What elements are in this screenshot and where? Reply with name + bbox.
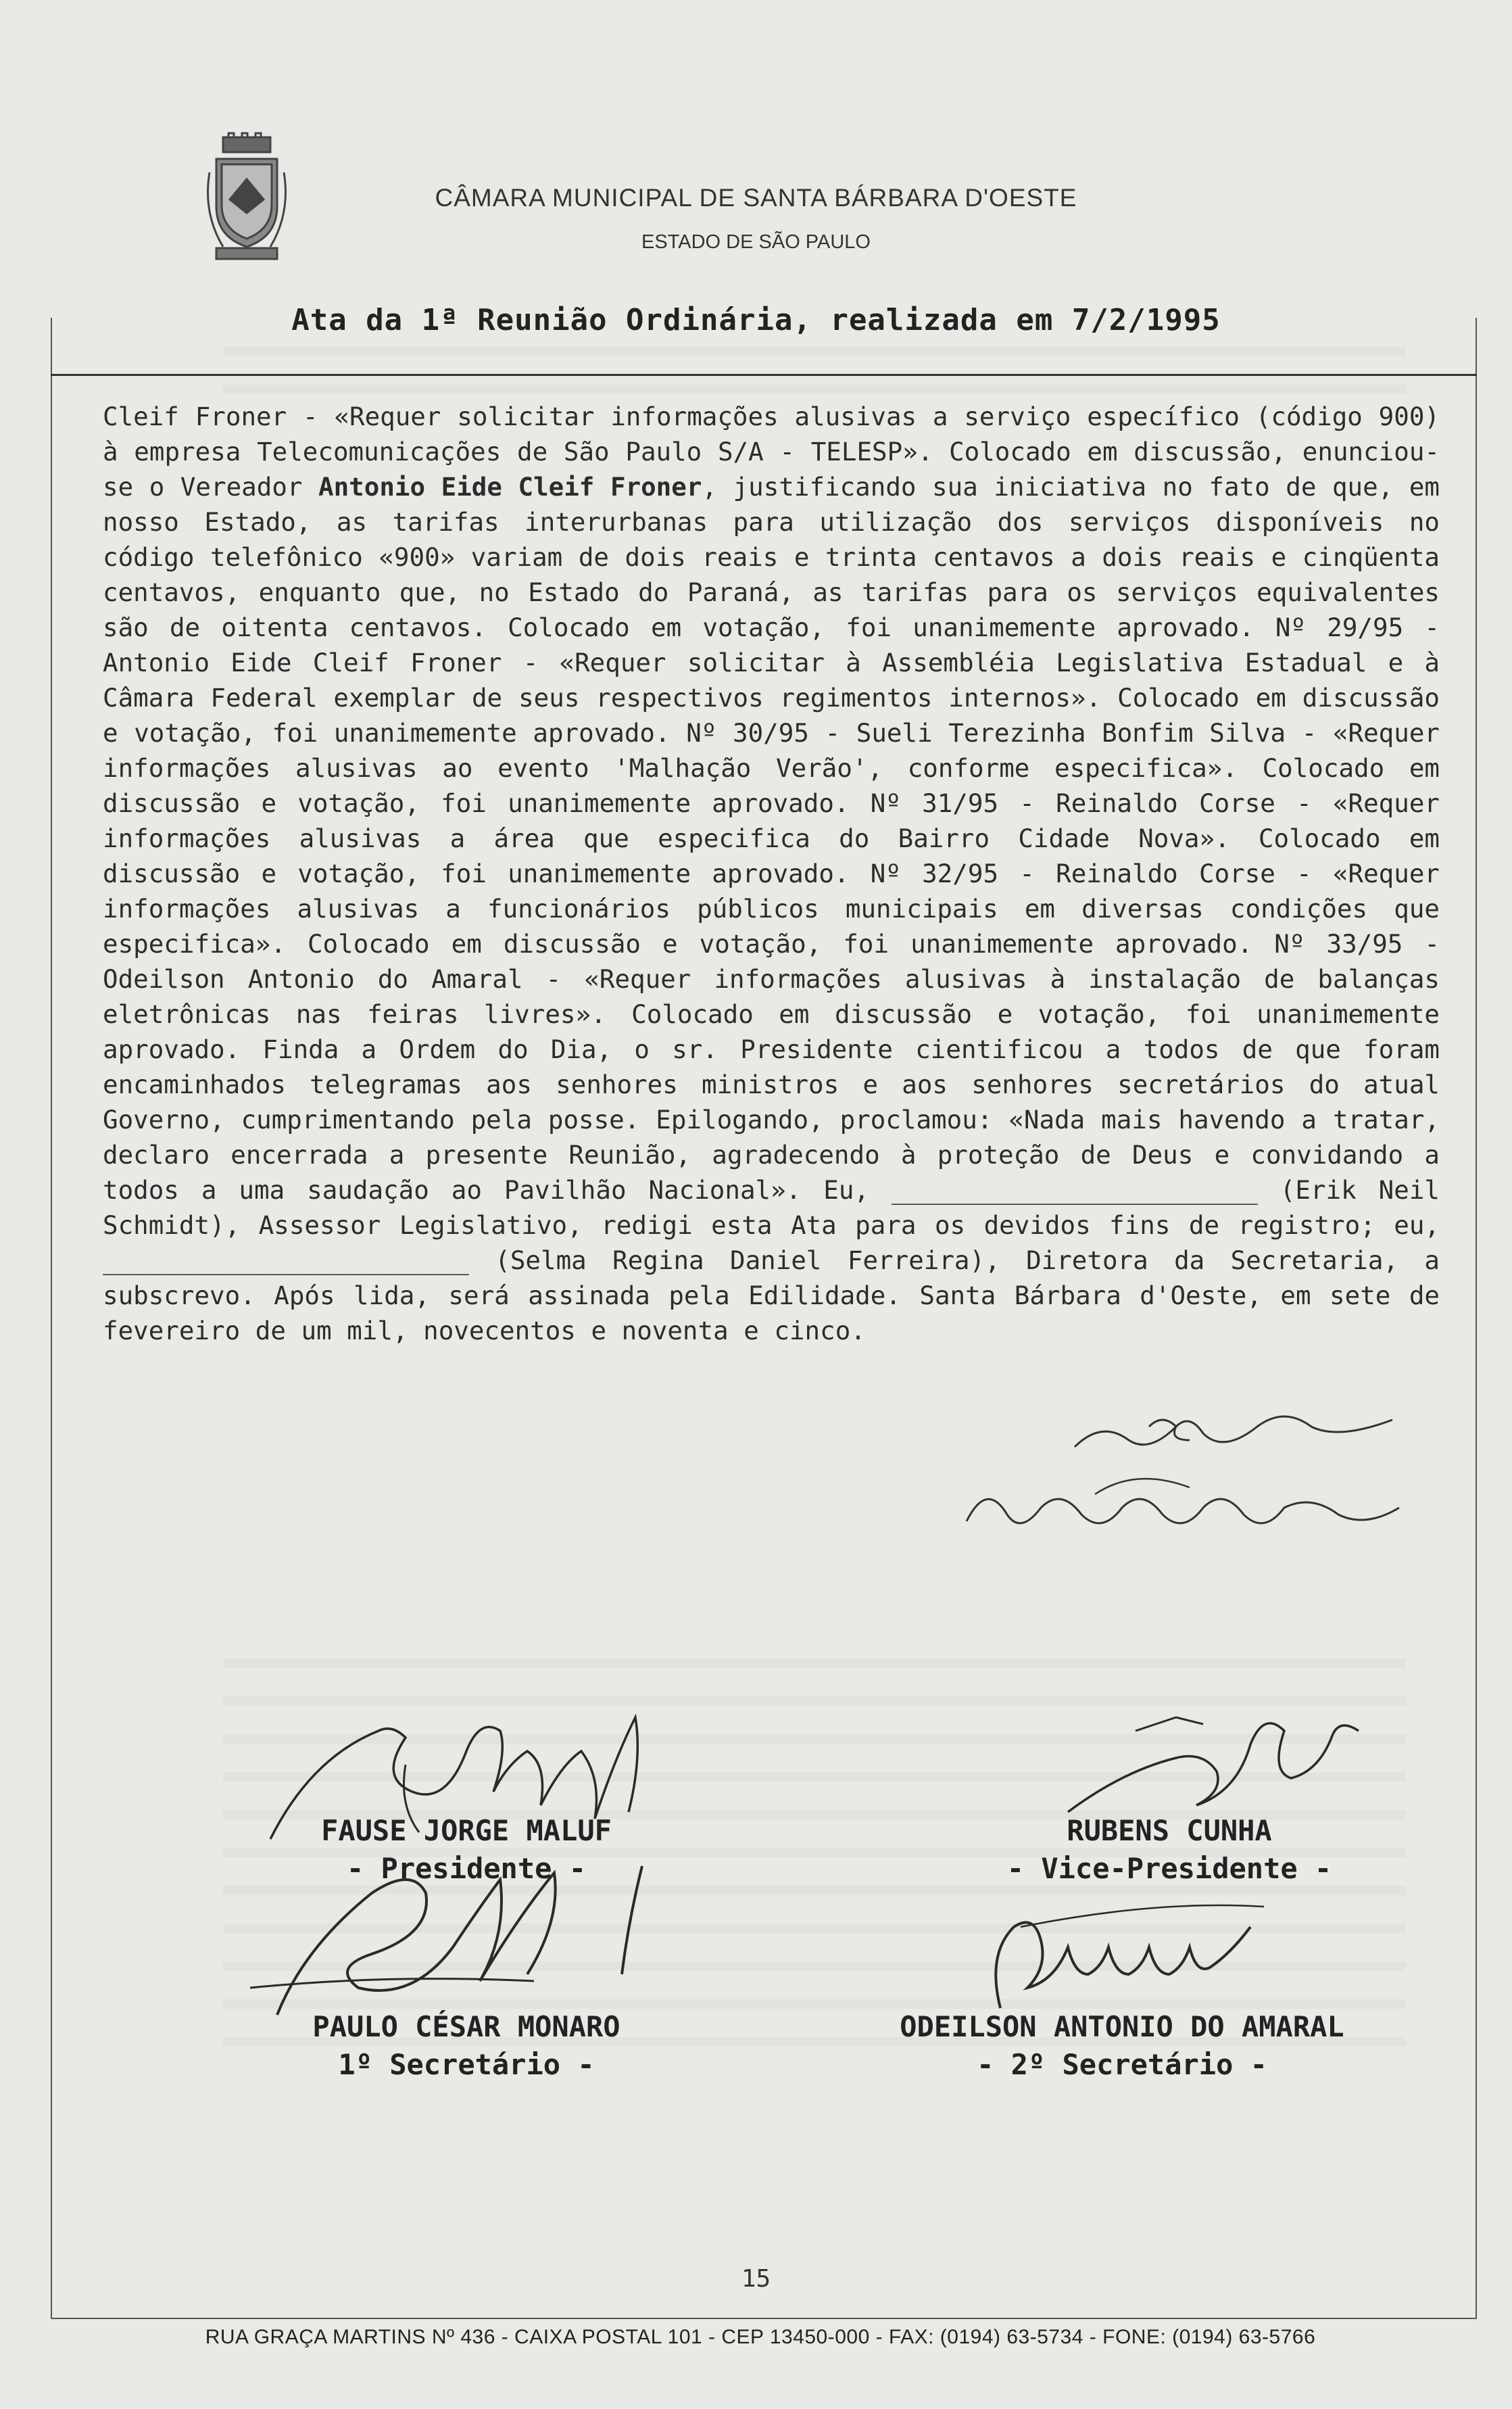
body-text-part1: Cleif Froner - «Requer solicitar informações alusivas a serviço específico (código 900) à empresa Telecomunicações de São Paulo S/A - TELESP». Colocado em discussão, enunciou-se o Vereador xyxy=(103,402,1440,502)
handwritten-signature-second-secretary xyxy=(973,1886,1291,2022)
signatory-role: - Vice-Presidente - xyxy=(1006,1852,1332,1885)
handwritten-signature-vice-president xyxy=(1054,1704,1379,1826)
organization-name: CÂMARA MUNICIPAL DE SANTA BÁRBARA D'OESTE xyxy=(435,184,1077,212)
page-number: 15 xyxy=(741,2265,771,2293)
signatory-role: - 2º Secretário - xyxy=(977,2048,1267,2081)
document-title: Ata da 1ª Reunião Ordinária, realizada em 7/2/1995 xyxy=(291,303,1221,337)
signature-block-president xyxy=(223,1812,710,1888)
signature-block-first-secretary xyxy=(223,2008,710,2084)
body-text-part2: , justificando sua iniciativa no fato de que, em nosso Estado, as tarifas interurbanas para utilização dos serviços disponíveis no código telefônico «900» variam de dois reais e trinta centavos a dois reais e cinqüenta centavos, enquanto que, no Estado do Paraná, as tarifas para os serviços equivalentes são de oitenta centavos. Colocado em votação, foi unanimemente aprovado. Nº 29/95 - Antonio Eide Cleif Froner - «Requer solicitar à Assembléia Legislativa Estadual e à Câmara Federal exemplar de seus respectivos regimentos internos». Colocado em discussão e votação, foi unanimemente aprovado. Nº 30/95 - Sueli Terezinha Bonfim Silva - «Requer informações alusivas ao evento 'Malhação Verão', conforme especifica». Colocado em discussão e votação, foi unanimemente aprovado. Nº 31/95 - Reinaldo Corse - «Requer informações alusivas a área que especifica do Bairro Cidade Nova». Colocado em discussão e votação, foi unanimemente aprovado. Nº 32/95 - Reinaldo Corse - «Requer informações alusivas a funcionários públicos municipais em diversas condições que especifica». Colocado em discussão e votação, foi unanimemente aprovado. Nº 33/95 - Odeilson Antonio do Amaral - «Requer informações alusivas à instalação de balanças eletrônicas nas feiras livres». Colocado em discussão e votação, foi unanimemente aprovado. Finda a Ordem do Dia, o sr. Presidente cientificou a todos de que foram encaminhados telegramas aos senhores ministros e aos senhores secretários do atual Governo, cumprimentando pela posse. Epilogando, proclamou: «Nada mais havendo a tratar, declaro encerrada a presente Reunião, agradecendo à proteção de Deus e convidando a todos a uma saudação ao Pavilhão Nacional». Eu, ________________________ (Erik Neil Schmidt), Assessor Legislativo, redigi esta Ata para os devidos fins de registro; eu, ________________________ (Selma Regina Daniel Ferreira), Diretora da Secretaria, a subscrevo. Após lida, será assinada pela Edilidade. Santa Bárbara d'Oeste, em sete de fevereiro de um mil, novecentos e noventa e cinco. xyxy=(103,472,1440,1345)
title-underline xyxy=(51,374,1477,376)
signatory-role: 1º Secretário - xyxy=(338,2048,595,2081)
signatory-name: PAULO CÉSAR MONARO xyxy=(312,2010,620,2043)
signatory-name: FAUSE JORGE MALUF xyxy=(321,1814,612,1847)
handwritten-signature-director xyxy=(960,1474,1460,1542)
right-border-line xyxy=(1476,318,1477,2319)
left-border-line xyxy=(51,318,52,2319)
bottom-border-line xyxy=(51,2318,1477,2319)
body-text-bold-name: Antonio Eide Cleif Froner xyxy=(318,472,702,502)
minutes-body xyxy=(103,399,1440,1348)
handwritten-signature-clerk xyxy=(1068,1406,1446,1467)
footer-address: RUA GRAÇA MARTINS Nº 436 - CAIXA POSTAL 101 - CEP 13450-000 - FAX: (0194) 63-5734 - FONE: (0194) 63-5766 xyxy=(205,2326,1316,2348)
signature-block-second-secretary xyxy=(798,2008,1446,2084)
signature-block-vice-president xyxy=(912,1812,1426,1888)
signatory-name: RUBENS CUNHA xyxy=(1067,1814,1272,1847)
organization-state: ESTADO DE SÃO PAULO xyxy=(641,231,871,253)
signatory-name: ODEILSON ANTONIO DO AMARAL xyxy=(900,2010,1344,2043)
signatory-role: - Presidente - xyxy=(346,1852,586,1885)
